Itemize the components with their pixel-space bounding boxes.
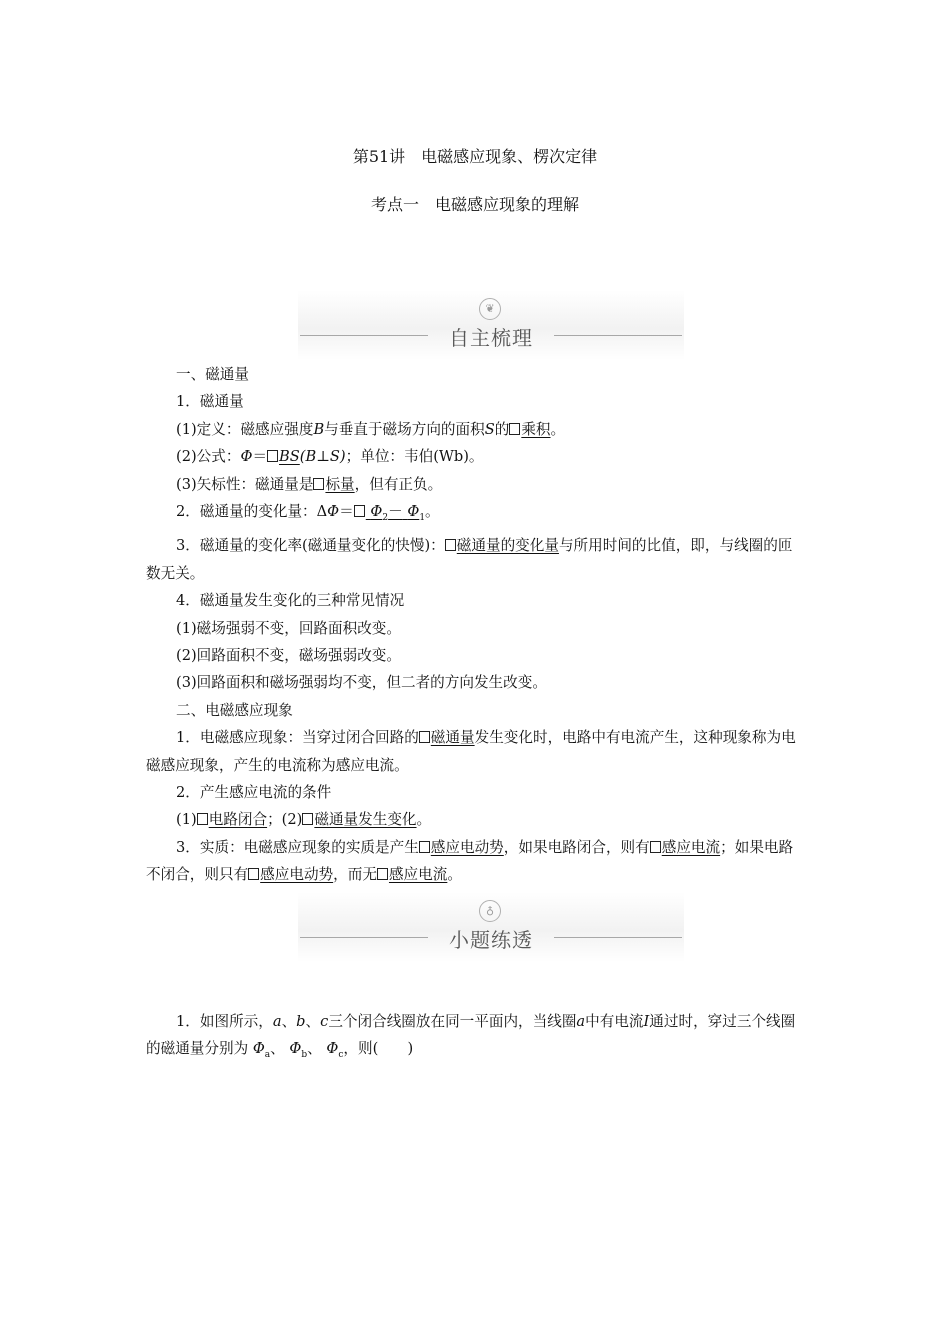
item-4-1: (1)磁场强弱不变，回路面积改变。 xyxy=(176,619,401,637)
induction-item-3: 3．实质：电磁感应现象的实质是产生 感应电动势，如果电路闭合，则有 感应电流；如果电路不闭合，则只有 感应电动势，而无 感应电流。 xyxy=(146,838,794,884)
exercise-1-text: 1．如图所示，a、b、c三个闭合线圈放在同一平面内，当线圈a中有电流I通过时，穿过三个线圈的磁通量分别为 $\Phi_a$、 $\Phi_b$、 $\Phi_c$，则( ) xyxy=(146,1013,796,1061)
item-4: 4．磁通量发生变化的三种常见情况 xyxy=(176,592,405,610)
practice-banner xyxy=(298,892,684,962)
answer-text: 标量 xyxy=(325,475,355,493)
item-3: 3．磁通量的变化率(磁通量变化的快慢)： 磁通量的变化量与所用时间的比值，即，与线圈的匝数无关。 xyxy=(146,537,793,582)
item-4-2: (2)回路面积不变，磁场强弱改变。 xyxy=(176,646,401,664)
item-1-formula: (2)公式：Φ＝ BS(B⊥S)；单位：韦伯(Wb)。 xyxy=(176,448,484,466)
answer-box-icon xyxy=(509,423,520,435)
answer-text: 感应电流 xyxy=(388,866,448,884)
notes-content xyxy=(146,361,806,889)
leaf-icon: ❦ xyxy=(479,298,501,320)
answer-box-icon xyxy=(419,841,430,853)
exercise-1 xyxy=(146,1008,806,1070)
induction-item-2-conditions: (1) 电路闭合；(2) 磁通量发生变化。 xyxy=(176,811,432,829)
answer-text: 乘积 xyxy=(521,420,551,438)
item-1-scalar: (3)矢标性：磁通量是 标量，但有正负。 xyxy=(176,475,443,493)
answer-box-icon xyxy=(267,450,278,462)
induction-item-2: 2．产生感应电流的条件 xyxy=(176,784,332,801)
answer-box-icon xyxy=(197,813,208,825)
item-1-definition: (1)定义：磁感应强度B与垂直于磁场方向的面积S的 乘积。 xyxy=(176,420,566,438)
item-4-3: (3)回路面积和磁场强弱均不变，但二者的方向发生改变。 xyxy=(176,674,547,692)
lecture-title: 第51讲 电磁感应现象、楞次定律 xyxy=(352,147,598,166)
answer-box-icon xyxy=(445,539,456,551)
answer-text: 磁通量的变化量 xyxy=(456,537,559,555)
answer-box-icon xyxy=(377,868,388,880)
heading-induction: 二、电磁感应现象 xyxy=(176,701,293,719)
section-title: 考点一 电磁感应现象的理解 xyxy=(370,195,579,214)
answer-text: 磁通量 xyxy=(430,729,475,747)
item-2: 2．磁通量的变化量：$\Delta\Phi= \Phi_2- \Phi_1$。 xyxy=(176,503,440,523)
induction-item-1: 1．电磁感应现象：当穿过闭合回路的 磁通量发生变化时，电路中有电流产生，这种现象称为电磁感应现象，产生的电流称为感应电流。 xyxy=(146,729,796,774)
answer-box-icon xyxy=(650,841,661,853)
self-study-banner xyxy=(298,290,684,360)
banner-divider xyxy=(554,937,682,938)
answer-box-icon xyxy=(313,478,324,490)
answer-box-icon xyxy=(354,505,365,517)
banner-divider xyxy=(300,937,428,938)
answer-text: 感应电流 xyxy=(661,838,721,856)
answer-box-icon xyxy=(248,868,259,880)
bulb-icon: ♁ xyxy=(479,900,501,922)
answer-text: 磁通量发生变化 xyxy=(314,811,417,829)
answer-text: 电路闭合 xyxy=(208,811,268,829)
banner-divider xyxy=(300,335,428,336)
banner-label: 自主梳理 xyxy=(449,326,533,350)
banner-label: 小题练透 xyxy=(449,928,533,952)
heading-magnetic-flux: 一、磁通量 xyxy=(176,366,249,383)
answer-box-icon xyxy=(419,731,430,743)
item-1: 1．磁通量 xyxy=(176,393,244,411)
banner-divider xyxy=(554,335,682,336)
answer-text: 感应电动势 xyxy=(260,866,334,884)
answer-box-icon xyxy=(302,813,313,825)
answer-text: BS xyxy=(279,448,300,466)
answer-text: 感应电动势 xyxy=(430,838,504,856)
